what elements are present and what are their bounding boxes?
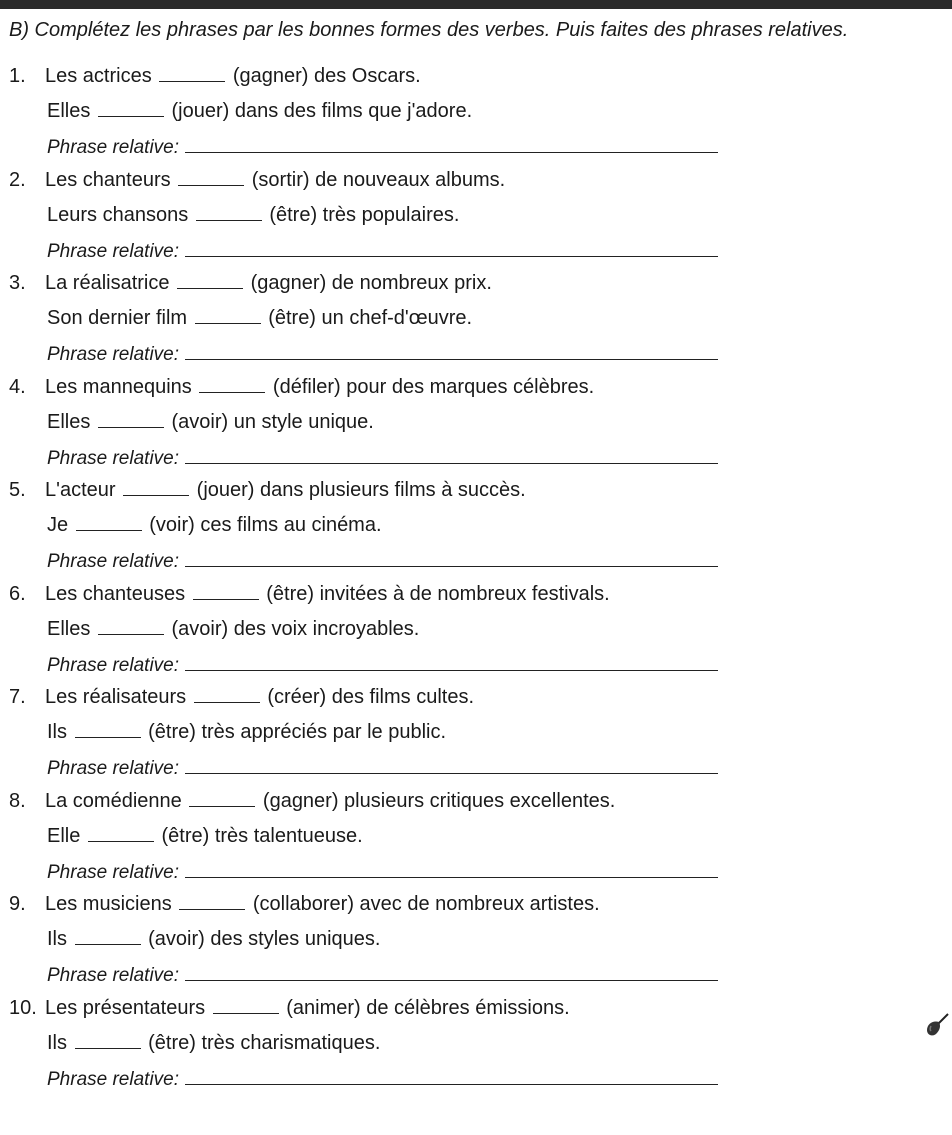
sentence-2 <box>47 825 363 848</box>
sentence-2-end: (avoir) des voix incroyables. <box>171 618 420 640</box>
verb-blank-1[interactable] <box>179 895 245 910</box>
item-number: 10. <box>9 997 37 1019</box>
sentence-2-start: Ils <box>47 721 67 743</box>
sentence-2-start: Ils <box>47 1032 67 1054</box>
relative-phrase-blank[interactable] <box>185 966 718 981</box>
exercise-instructions: B) Complétez les phrases par les bonnes formes des verbes. Puis faites des phrases relatives. <box>9 19 849 41</box>
relative-phrase-row <box>47 240 718 263</box>
relative-phrase-row <box>47 1068 718 1091</box>
sentence-2-end: (avoir) des styles uniques. <box>148 928 381 950</box>
pen-cursor-icon <box>924 1012 950 1040</box>
sentence-2-start: Elles <box>47 411 91 433</box>
sentence-2 <box>47 618 419 641</box>
relative-phrase-row <box>47 964 718 987</box>
verb-blank-2[interactable] <box>98 102 164 117</box>
item-number: 1. <box>9 65 26 87</box>
sentence-1-end: (créer) des films cultes. <box>267 686 475 708</box>
sentence-1-end: (être) invitées à de nombreux festivals. <box>266 583 610 605</box>
relative-phrase-blank[interactable] <box>185 656 718 671</box>
relative-phrase-label: Phrase relative: <box>47 551 180 572</box>
sentence-1-start: L'acteur <box>45 479 116 501</box>
relative-phrase-label: Phrase relative: <box>47 862 180 883</box>
sentence-1-end: (animer) de célèbres émissions. <box>286 997 570 1019</box>
sentence-2-end: (voir) ces films au cinéma. <box>149 514 382 536</box>
sentence-1-end: (sortir) de nouveaux albums. <box>251 169 506 191</box>
sentence-2-end: (être) très talentueuse. <box>161 825 363 847</box>
sentence-2 <box>47 514 382 537</box>
sentence-2-end: (être) très populaires. <box>269 204 460 226</box>
verb-blank-1[interactable] <box>123 481 189 496</box>
sentence-2-start: Elle <box>47 825 81 847</box>
sentence-1-end: (gagner) des Oscars. <box>232 65 421 87</box>
relative-phrase-blank[interactable] <box>185 863 718 878</box>
sentence-1-start: Les chanteurs <box>45 169 171 191</box>
relative-phrase-label: Phrase relative: <box>47 137 180 158</box>
sentence-2-end: (avoir) un style unique. <box>171 411 374 433</box>
verb-blank-1[interactable] <box>189 792 255 807</box>
verb-blank-1[interactable] <box>178 171 244 186</box>
sentence-2-end: (être) très appréciés par le public. <box>148 721 447 743</box>
sentence-1-start: La réalisatrice <box>45 272 170 294</box>
sentence-2 <box>47 928 380 951</box>
verb-blank-1[interactable] <box>199 378 265 393</box>
sentence-1-end: (jouer) dans plusieurs films à succès. <box>196 479 526 501</box>
verb-blank-2[interactable] <box>98 620 164 635</box>
sentence-1-end: (collaborer) avec de nombreux artistes. <box>252 893 600 915</box>
item-number: 6. <box>9 583 26 605</box>
sentence-2-end: (jouer) dans des films que j'adore. <box>171 100 473 122</box>
sentence-2 <box>47 411 374 434</box>
sentence-1-start: Les présentateurs <box>45 997 206 1019</box>
relative-phrase-row <box>47 757 718 780</box>
verb-blank-1[interactable] <box>159 67 225 82</box>
verb-blank-2[interactable] <box>75 1034 141 1049</box>
sentence-2 <box>47 100 472 123</box>
verb-blank-1[interactable] <box>177 274 243 289</box>
relative-phrase-blank[interactable] <box>185 759 718 774</box>
verb-blank-2[interactable] <box>88 827 154 842</box>
relative-phrase-row <box>47 447 718 470</box>
sentence-2-start: Elles <box>47 618 91 640</box>
sentence-1-end: (défiler) pour des marques célèbres. <box>272 376 595 398</box>
relative-phrase-blank[interactable] <box>185 552 718 567</box>
sentence-2-end: (être) très charismatiques. <box>148 1032 381 1054</box>
sentence-2-start: Son dernier film <box>47 307 188 329</box>
sentence-1-start: Les réalisateurs <box>45 686 187 708</box>
verb-blank-2[interactable] <box>76 516 142 531</box>
verb-blank-2[interactable] <box>195 309 261 324</box>
item-number: 4. <box>9 376 26 398</box>
item-number: 5. <box>9 479 26 501</box>
relative-phrase-label: Phrase relative: <box>47 655 180 676</box>
verb-blank-2[interactable] <box>75 723 141 738</box>
verb-blank-2[interactable] <box>196 206 262 221</box>
verb-blank-2[interactable] <box>98 413 164 428</box>
verb-blank-1[interactable] <box>194 688 260 703</box>
sentence-2-start: Leurs chansons <box>47 204 189 226</box>
relative-phrase-blank[interactable] <box>185 138 718 153</box>
relative-phrase-row <box>47 654 718 677</box>
relative-phrase-label: Phrase relative: <box>47 758 180 779</box>
item-number: 2. <box>9 169 26 191</box>
top-bar <box>0 0 952 9</box>
sentence-2-start: Elles <box>47 100 91 122</box>
relative-phrase-label: Phrase relative: <box>47 344 180 365</box>
relative-phrase-blank[interactable] <box>185 345 718 360</box>
sentence-1-start: La comédienne <box>45 790 182 812</box>
relative-phrase-blank[interactable] <box>185 449 718 464</box>
sentence-2 <box>47 307 472 330</box>
verb-blank-1[interactable] <box>213 999 279 1014</box>
sentence-2 <box>47 204 459 227</box>
relative-phrase-blank[interactable] <box>185 242 718 257</box>
relative-phrase-row <box>47 550 718 573</box>
sentence-2-start: Ils <box>47 928 67 950</box>
relative-phrase-row <box>47 136 718 159</box>
item-number: 7. <box>9 686 26 708</box>
relative-phrase-blank[interactable] <box>185 1070 718 1085</box>
sentence-1-start: Les musiciens <box>45 893 172 915</box>
relative-phrase-row <box>47 343 718 366</box>
item-number: 3. <box>9 272 26 294</box>
sentence-2 <box>47 1032 380 1055</box>
relative-phrase-label: Phrase relative: <box>47 241 180 262</box>
verb-blank-2[interactable] <box>75 930 141 945</box>
sentence-1-end: (gagner) de nombreux prix. <box>250 272 492 294</box>
sentence-2-start: Je <box>47 514 69 536</box>
sentence-1-start: Les actrices <box>45 65 152 87</box>
relative-phrase-label: Phrase relative: <box>47 965 180 986</box>
relative-phrase-label: Phrase relative: <box>47 1069 180 1090</box>
item-number: 8. <box>9 790 26 812</box>
verb-blank-1[interactable] <box>193 585 259 600</box>
sentence-1-start: Les chanteuses <box>45 583 186 605</box>
item-number: 9. <box>9 893 26 915</box>
relative-phrase-label: Phrase relative: <box>47 448 180 469</box>
sentence-1-start: Les mannequins <box>45 376 192 398</box>
sentence-1-end: (gagner) plusieurs critiques excellentes. <box>262 790 616 812</box>
relative-phrase-row <box>47 861 718 884</box>
sentence-2 <box>47 721 446 744</box>
sentence-2-end: (être) un chef-d'œuvre. <box>268 307 473 329</box>
